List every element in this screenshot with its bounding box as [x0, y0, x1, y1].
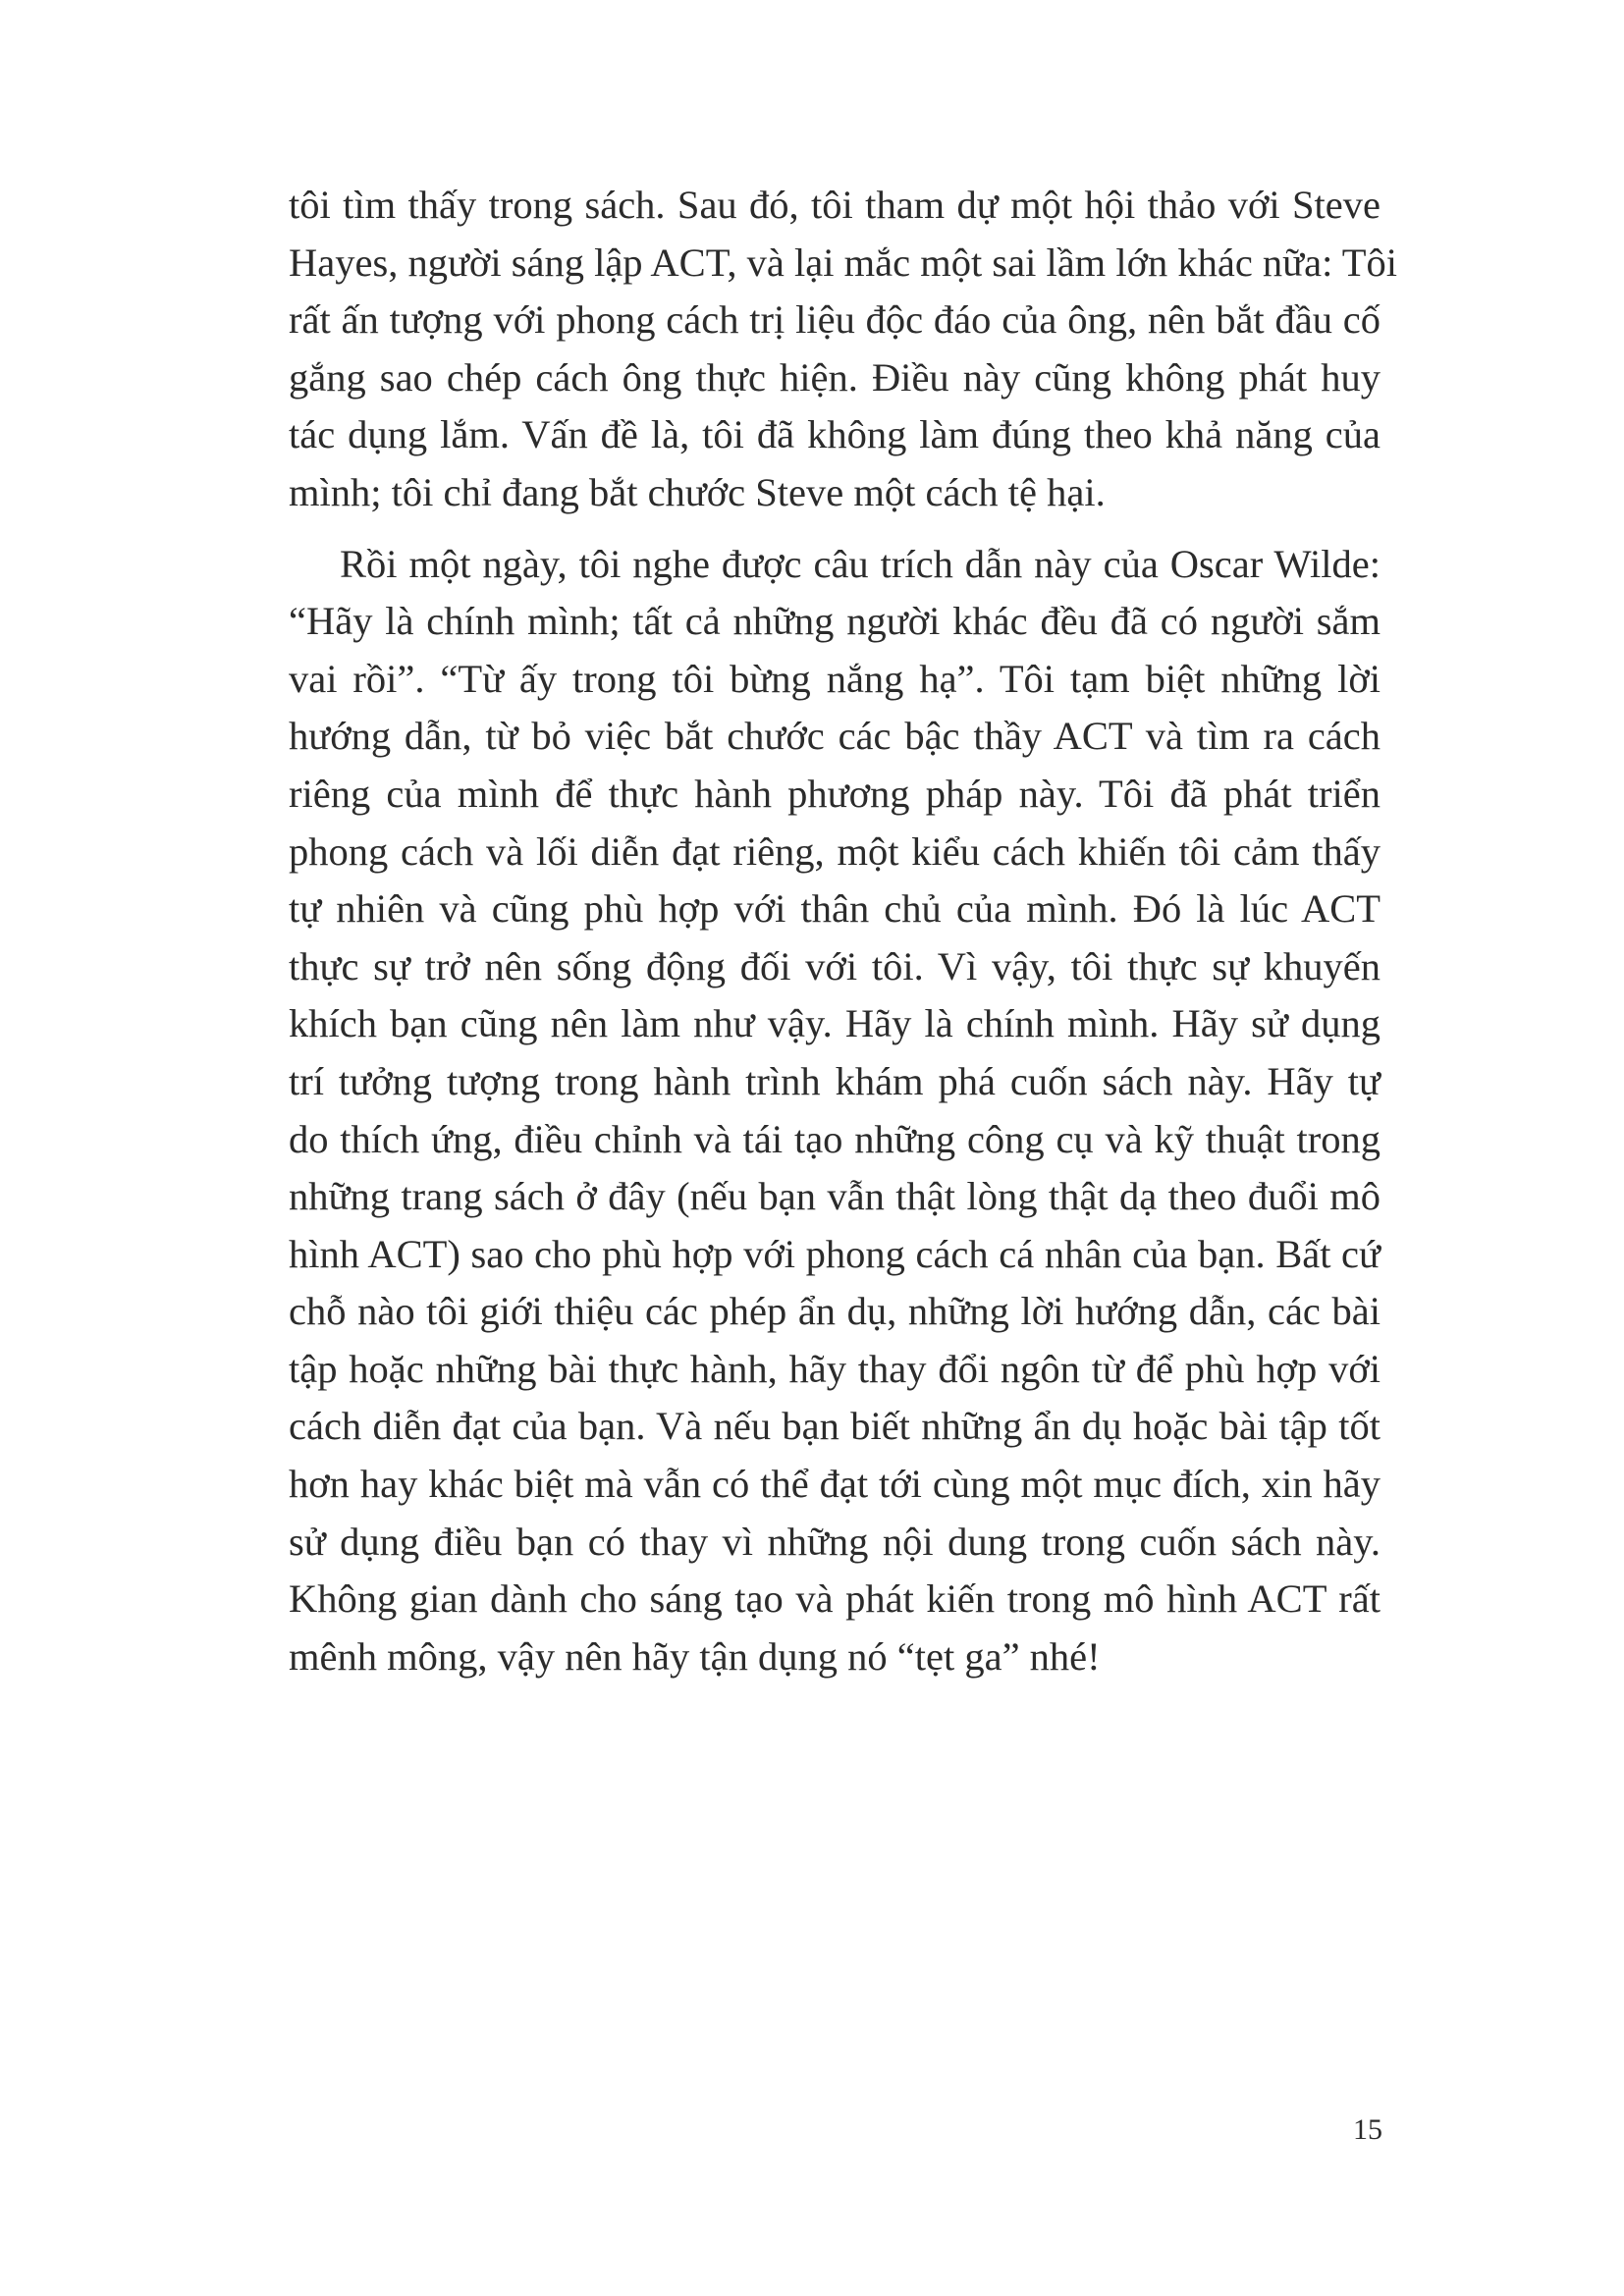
paragraph-line: mình; tôi chỉ đang bắt chước Steve một cách tệ hại.	[289, 469, 1106, 514]
paragraph-line: gắng sao chép cách ông thực hiện. Điều này cũng không phát huy	[289, 354, 1380, 400]
paragraph-line: Rồi một ngày, tôi nghe được câu trích dẫn này của Oscar Wilde:	[340, 541, 1380, 586]
paragraph-line: sử dụng điều bạn có thay vì những nội dung trong cuốn sách này.	[289, 1519, 1380, 1564]
paragraph-line: trí tưởng tượng trong hành trình khám phá cuốn sách này. Hãy tự	[289, 1058, 1380, 1103]
paragraph-1	[289, 177, 1397, 522]
paragraph-line: “Hãy là chính mình; tất cả những người khác đều đã có người sắm	[289, 599, 1380, 644]
page-number: 15	[1353, 2113, 1382, 2146]
paragraph-line: chỗ nào tôi giới thiệu các phép ẩn dụ, những lời hướng dẫn, các bài	[289, 1289, 1380, 1334]
paragraph-line: hình ACT) sao cho phù hợp với phong cách cá nhân của bạn. Bất cứ	[289, 1231, 1380, 1276]
paragraph-line: tôi tìm thấy trong sách. Sau đó, tôi tham dự một hội thảo với Steve	[289, 183, 1380, 227]
paragraph-2	[289, 536, 1380, 1686]
paragraph-line: Hayes, người sáng lập ACT, và lại mắc một sai lầm lớn khác nữa: Tôi	[289, 240, 1397, 285]
paragraph-line: khích bạn cũng nên làm như vậy. Hãy là chính mình. Hãy sử dụng	[289, 1001, 1380, 1046]
paragraph-line: cách diễn đạt của bạn. Và nếu bạn biết những ẩn dụ hoặc bài tập tốt	[289, 1404, 1380, 1449]
paragraph-line: hướng dẫn, từ bỏ việc bắt chước các bậc thầy ACT và tìm ra cách	[289, 714, 1380, 759]
paragraph-line: rất ấn tượng với phong cách trị liệu độc đáo của ông, nên bắt đầu cố	[289, 297, 1380, 343]
paragraph-line: do thích ứng, điều chỉnh và tái tạo những công cụ và kỹ thuật trong	[289, 1116, 1380, 1161]
paragraph-line: riêng của mình để thực hành phương pháp này. Tôi đã phát triển	[289, 771, 1380, 816]
paragraph-line: hơn hay khác biệt mà vẫn có thể đạt tới cùng một mục đích, xin hãy	[289, 1462, 1380, 1507]
paragraph-line: Không gian dành cho sáng tạo và phát kiến trong mô hình ACT rất	[289, 1576, 1380, 1622]
paragraph-line: vai rồi”. “Từ ấy trong tôi bừng nắng hạ”. Tôi tạm biệt những lời	[289, 656, 1380, 701]
paragraph-line: phong cách và lối diễn đạt riêng, một kiểu cách khiến tôi cảm thấy	[289, 828, 1380, 874]
paragraph-line: những trang sách ở đây (nếu bạn vẫn thật lòng thật dạ theo đuổi mô	[289, 1174, 1380, 1219]
body-text	[289, 177, 1397, 1685]
paragraph-line: tác dụng lắm. Vấn đề là, tôi đã không làm đúng theo khả năng của	[289, 412, 1380, 457]
paragraph-line: mênh mông, vậy nên hãy tận dụng nó “tẹt ga” nhé!	[289, 1633, 1101, 1679]
paragraph-line: tự nhiên và cũng phù hợp với thân chủ của mình. Đó là lúc ACT	[289, 886, 1380, 932]
paragraph-line: thực sự trở nên sống động đối với tôi. Vì vậy, tôi thực sự khuyến	[289, 943, 1380, 988]
paragraph-spacer	[289, 522, 1380, 536]
paragraph-line: tập hoặc những bài thực hành, hãy thay đổi ngôn từ để phù hợp với	[289, 1346, 1380, 1391]
